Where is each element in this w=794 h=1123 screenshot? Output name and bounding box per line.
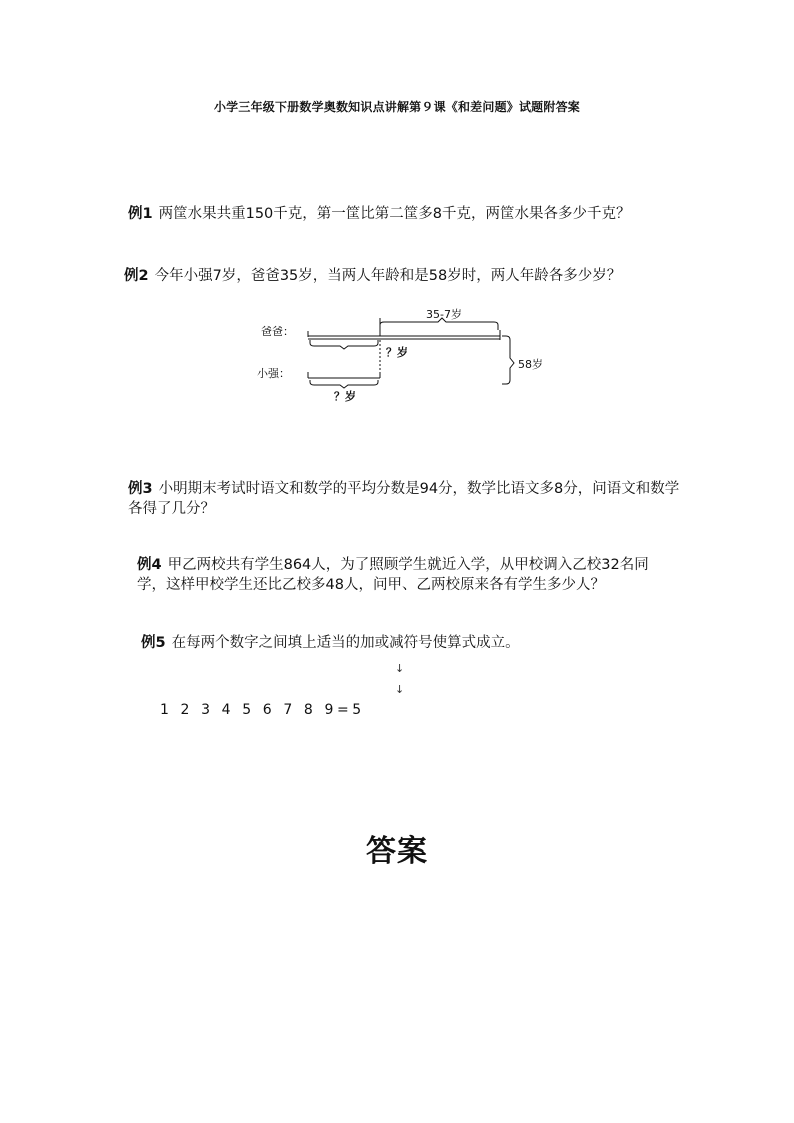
down-arrow-icon: ↓: [395, 662, 405, 675]
answer-heading: 答案: [366, 834, 428, 869]
age-diagram-svg: [250, 300, 560, 410]
age-diagram: [250, 300, 560, 410]
father-label: 爸爸：: [261, 325, 294, 338]
document-title: 小学三年级下册数学奥数知识点讲解第９课《和差问题》试题附答案: [213, 100, 580, 114]
problem-2: [124, 266, 621, 286]
father-unknown-label: ？岁: [386, 346, 408, 359]
difference-label: 35-7岁: [426, 308, 462, 321]
problem-5: [141, 633, 520, 653]
son-label: 小强：: [257, 367, 290, 380]
problem-3-text: 小明期末考试时语文和数学的平均分数是94分，数学比语文多8分，问语文和数学各得了几分？: [128, 481, 680, 517]
problem-1-text: 两筐水果共重150千克，第一筐比第二筐多8千克，两筐水果各多少千克？: [158, 206, 631, 222]
total-brace: [502, 336, 514, 384]
problem-5-label: 例5: [141, 635, 166, 651]
down-arrow-icon: ↓: [395, 683, 405, 696]
problem-5-text: 在每两个数字之间填上适当的加或减符号使算式成立。: [171, 635, 520, 651]
problem-3-label: 例3: [128, 481, 153, 497]
digit-equation: 1 2 3 4 5 6 7 8 9=5: [160, 702, 365, 718]
son-unknown-brace: [310, 380, 378, 388]
problem-4-label: 例4: [137, 557, 162, 573]
problem-1-label: 例1: [128, 206, 153, 222]
total-label: 58岁: [518, 358, 543, 371]
problem-3: [128, 479, 688, 519]
problem-4: [137, 555, 677, 595]
problem-4-text: 甲乙两校共有学生864人，为了照顾学生就近入学，从甲校调入乙校32名同学，这样甲校学生还比乙校多48人，问甲、乙两校原来各有学生多少人？: [137, 557, 649, 593]
problem-2-text: 今年小强7岁，爸爸35岁，当两人年龄和是58岁时，两人年龄各多少岁？: [154, 268, 622, 284]
father-unknown-brace: [310, 340, 378, 349]
problem-2-label: 例2: [124, 268, 149, 284]
problem-1: [128, 204, 631, 224]
son-unknown-label: ？岁: [334, 390, 356, 403]
